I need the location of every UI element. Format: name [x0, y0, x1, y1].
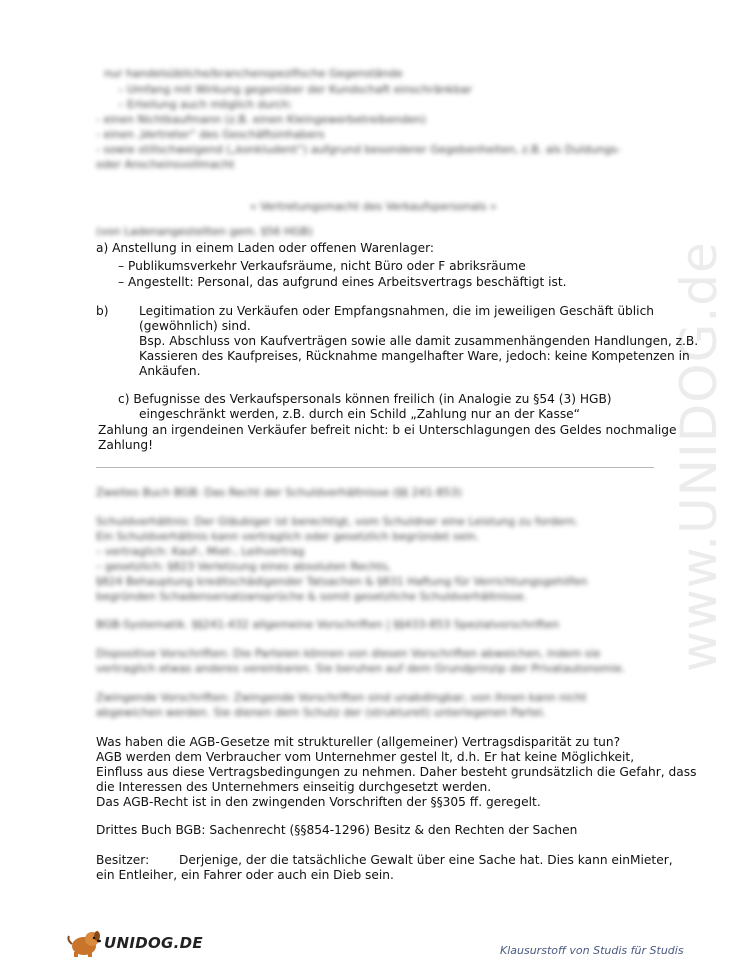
blurred-heading: « Vertretungsmacht des Verkaufspersonals » — [250, 200, 497, 213]
blurred-line: §824 Behauptung kreditschädigender Tatsachen & §831 Haftung für Verrichtungsgehilfen — [96, 575, 588, 588]
blurred-subheading: (von Ladenangestellten gem. §56 HGB) — [96, 225, 313, 238]
blurred-line: Dispositive Vorschriften: Die Parteien können von diesen Vorschriften abweichen, indem sie — [96, 647, 601, 660]
section-b-line: Bsp. Abschluss von Kaufverträgen sowie alle damit zusammenhängenden Handlungen, z.B. — [139, 334, 699, 348]
blurred-line: nur handelsübliche/branchenspezifische Gegenstände — [104, 67, 403, 80]
blurred-line: – Umfang mit Wirkung gegenüber der Kundschaft einschränkbar — [118, 83, 473, 96]
agb-line: AGB werden dem Verbraucher vom Unternehmer gestel lt, d.h. Er hat keine Möglichkeit, — [96, 750, 635, 764]
unidog-logo — [66, 928, 203, 958]
section-b-label: b) — [96, 304, 109, 318]
blurred-line: - sowie stillschweigend („konkludent“) aufgrund besonderer Gegebenheiten, z.B. als Duldungs- — [96, 143, 621, 156]
section-c-line: Zahlung! — [98, 438, 153, 452]
section-c-line: eingeschränkt werden, z.B. durch ein Schild „Zahlung nur an der Kasse“ — [139, 407, 580, 421]
blurred-line: oder Anscheinsvollmacht — [96, 158, 235, 171]
agb-line: Das AGB-Recht ist in den zwingenden Vorschriften der §§305 ff. geregelt. — [96, 795, 541, 809]
blurred-line: BGB-Systematik. §§241-432 allgemeine Vorschriften | §§433-853 Spezialvorschriften — [96, 618, 560, 631]
blurred-line: abgewichen werden. Sie dienen dem Schutz der (strukturell) unterlegenen Partei. — [96, 706, 546, 719]
section-b-line: Ankäufen. — [139, 364, 201, 378]
section-c-line: c) Befugnisse des Verkaufspersonals können freilich (in Analogie zu §54 (3) HGB) — [118, 392, 612, 406]
besitzer-definition: Derjenige, der die tatsächliche Gewalt über eine Sache hat. Dies kann einMieter, — [179, 853, 673, 867]
logo-text: UNIDOG.DE — [104, 934, 203, 952]
blurred-line: - einen Nichtkaufmann (z.B. einen Kleingewerbetreibenden) — [96, 113, 426, 126]
blurred-line: – Erteilung auch möglich durch: — [118, 98, 293, 111]
blurred-line: – gesetzlich: §823 Verletzung eines absoluten Rechts, — [96, 560, 391, 573]
blurred-line: Ein Schuldverhältnis kann vertraglich oder gesetzlich begründet sein. — [96, 530, 480, 543]
section-b-line: (gewöhnlich) sind. — [139, 319, 251, 333]
agb-line: die Interessen des Unternehmers einseitig durchgesetzt werden. — [96, 780, 492, 794]
dog-mascot-icon — [66, 928, 104, 958]
agb-question: Was haben die AGB-Gesetze mit struktureller (allgemeiner) Vertragsdisparität zu tun? — [96, 735, 621, 749]
agb-line: Einfluss aus diese Vertragsbedingungen zu nehmen. Daher besteht grundsätzlich die Gefahr, dass — [96, 765, 697, 779]
section-b-line: Legitimation zu Verkäufen oder Empfangsnahmen, die im jeweiligen Geschäft üblich — [139, 304, 654, 318]
blurred-line: vertraglich etwas anderes vereinbaren. Sie beruhen auf dem Grundprinzip der Privatautonomie. — [96, 662, 626, 675]
blurred-line: - einen „Vertreter“ des Geschäftsinhabers — [96, 128, 325, 141]
section-a-item: – Publikumsverkehr Verkaufsräume, nicht Büro oder F abriksräume — [118, 259, 526, 273]
besitzer-label: Besitzer: — [96, 853, 150, 867]
blurred-line: begründen Schadensersatzansprüche & somit gesetzliche Schuldverhältnisse. — [96, 590, 527, 603]
blurred-line: Zwingende Vorschriften: Zwingende Vorschriften sind unabdingbar, von ihnen kann nicht — [96, 691, 587, 704]
section-a-item: – Angestellt: Personal, das aufgrund eines Arbeitsvertrags beschäftigt ist. — [118, 275, 567, 289]
watermark: www.UNIDOG.de — [670, 241, 728, 672]
besitzer-definition: ein Entleiher, ein Fahrer oder auch ein Dieb sein. — [96, 868, 394, 882]
blurred-line: Schuldverhältnis: Der Gläubiger ist berechtigt, vom Schuldner eine Leistung zu fordern. — [96, 515, 579, 528]
section-b-line: Kassieren des Kaufpreises, Rücknahme mangelhafter Ware, jedoch: keine Kompetenzen in — [139, 349, 690, 363]
blurred-line: – vertraglich: Kauf-, Miet-, Leihvertrag — [96, 545, 305, 558]
divider — [96, 467, 654, 468]
drittes-buch-heading: Drittes Buch BGB: Sachenrecht (§§854-1296) Besitz & den Rechten der Sachen — [96, 823, 578, 837]
section-a-title: a) Anstellung in einem Laden oder offenen Warenlager: — [96, 241, 434, 255]
footer-tagline: Klausurstoff von Studis für Studis — [500, 944, 684, 957]
section-c-line: Zahlung an irgendeinen Verkäufer befreit nicht: b ei Unterschlagungen des Geldes nochmalige — [98, 423, 677, 437]
blurred-line: Zweites Buch BGB: Das Recht der Schuldverhältnisse (§§ 241-853) — [96, 486, 462, 499]
